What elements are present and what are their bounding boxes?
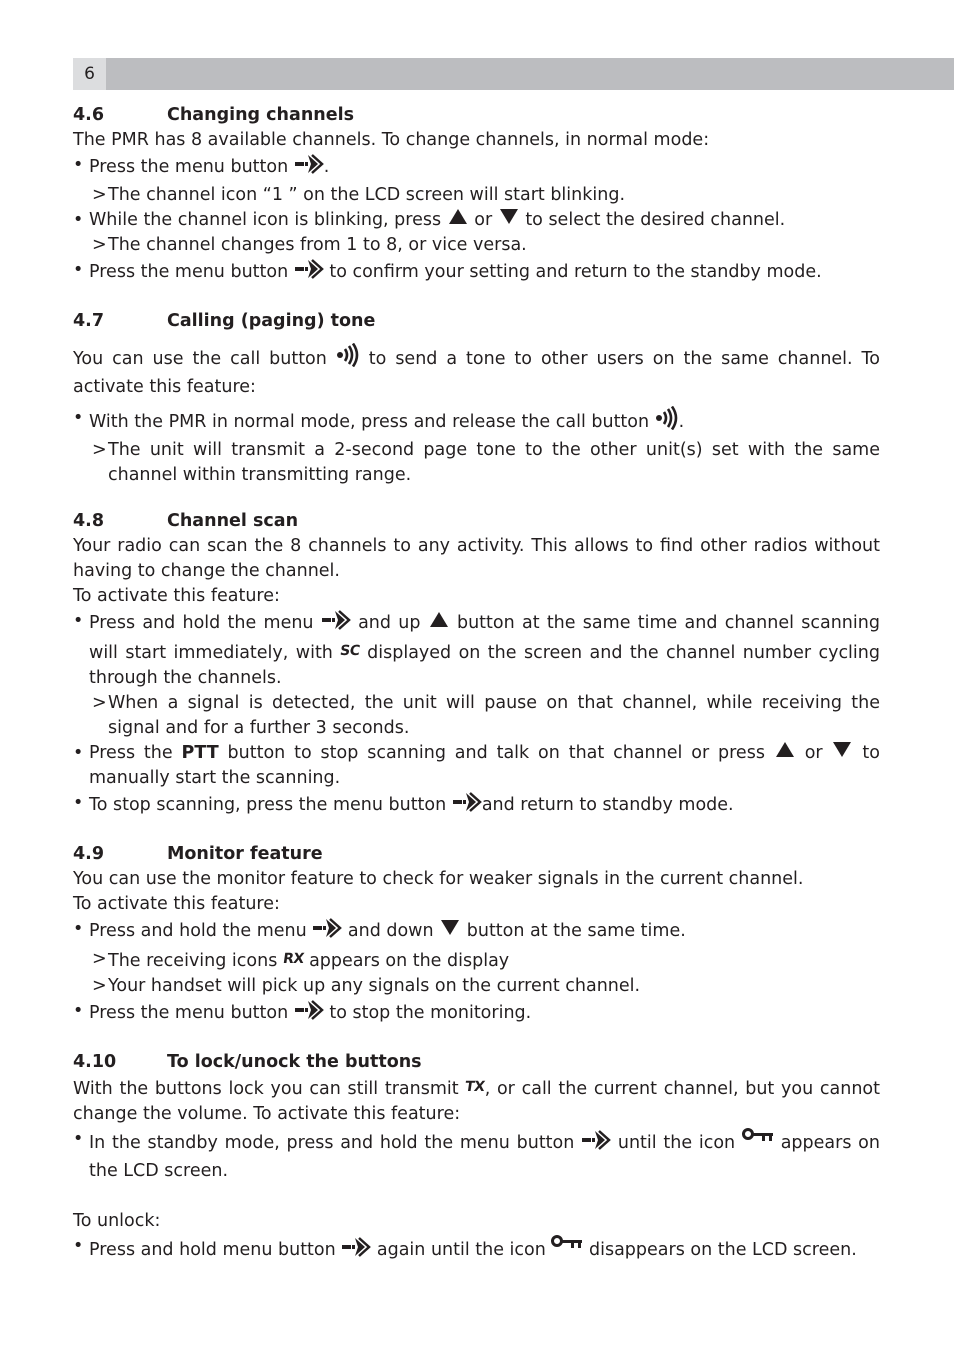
paragraph: Your radio can scan the 8 channels to any activity. This allows to find other radios without having to change the channel. — [73, 536, 880, 581]
paragraph: You can use the call button to send a tone to other users on the same channel. To activate this feature: — [73, 343, 880, 400]
result-item: > The receiving icons RX appears on the display — [92, 949, 510, 971]
section-title: Changing channels — [167, 105, 355, 125]
section-heading — [73, 509, 880, 534]
paragraph: To activate this feature: — [73, 586, 280, 606]
bullet-item: • Press the menu button to confirm your setting and return to the standby mode. — [73, 258, 880, 288]
key-lock-icon — [742, 1127, 774, 1152]
page-header-bar — [73, 58, 954, 90]
menu-arrow-icon — [294, 153, 324, 183]
menu-arrow-icon — [452, 791, 482, 821]
bullet-item: • With the PMR in normal mode, press and release the call button . — [73, 406, 880, 438]
section-4-9 — [73, 842, 880, 1029]
section-4-7 — [73, 309, 880, 488]
transmit-tx-icon: TX — [464, 1079, 486, 1095]
bullet-item: • Press the menu button . — [73, 153, 880, 183]
section-title: Monitor feature — [167, 844, 323, 864]
bullet-item: • Press and hold the menu and up button at the same time and channel scanning will start immediately, with SC displayed on the screen and the channel number cycling through the channels. — [73, 609, 880, 691]
section-4-6 — [73, 103, 880, 288]
ptt-label: PTT — [181, 743, 219, 763]
menu-arrow-icon — [341, 1236, 371, 1266]
result-item: > Your handset will pick up any signals on the current channel. — [92, 976, 641, 996]
section-number: 4.7 — [73, 311, 105, 331]
section-heading — [73, 1050, 880, 1075]
menu-arrow-icon — [581, 1129, 611, 1159]
section-number: 4.6 — [73, 105, 105, 125]
section-number: 4.8 — [73, 511, 105, 531]
bullet-item: • In the standby mode, press and hold the menu button until the icon appears on the LCD screen. — [73, 1127, 880, 1184]
triangle-up-icon — [449, 209, 467, 224]
triangle-down-icon — [500, 209, 518, 224]
menu-arrow-icon — [294, 999, 324, 1029]
bullet-item: • While the channel icon is blinking, press or to select the desired channel. — [73, 208, 880, 233]
bullet-item: • Press the PTT button to stop scanning and talk on that channel or press or to manually start the scanning. — [73, 741, 880, 791]
menu-arrow-icon — [312, 917, 342, 947]
section-4-8 — [73, 509, 880, 821]
section-title: To lock/unock the buttons — [167, 1052, 422, 1072]
section-title: Calling (paging) tone — [167, 311, 376, 331]
result-item: > The channel changes from 1 to 8, or vice versa. — [92, 235, 527, 255]
triangle-down-icon — [833, 742, 851, 757]
bullet-item: • Press and hold the menu and down button at the same time. — [73, 917, 880, 947]
section-heading — [73, 842, 880, 867]
triangle-up-icon — [776, 742, 794, 757]
paragraph: The PMR has 8 available channels. To change channels, in normal mode: — [73, 130, 710, 150]
result-item: > The unit will transmit a 2-second page tone to the other unit(s) set with the same channel within transmitting range. — [92, 440, 880, 485]
key-lock-icon — [551, 1234, 583, 1259]
page-number: 6 — [73, 58, 106, 90]
section-heading — [73, 103, 880, 128]
paragraph: To activate this feature: — [73, 894, 280, 914]
bullet-item: • Press the menu button to stop the monitoring. — [73, 999, 880, 1029]
paragraph: To unlock: — [73, 1211, 161, 1231]
paragraph: You can use the monitor feature to check for weaker signals in the current channel. — [73, 869, 804, 889]
triangle-down-icon — [441, 920, 459, 935]
result-item: > The channel icon “1 ” on the LCD screen will start blinking. — [92, 185, 626, 205]
bullet-item: • To stop scanning, press the menu button and return to standby mode. — [73, 791, 880, 821]
section-number: 4.9 — [73, 844, 105, 864]
menu-arrow-icon — [321, 609, 351, 639]
call-signal-icon — [655, 406, 679, 438]
call-signal-icon — [336, 343, 360, 375]
paragraph: With the buttons lock you can still transmit TX, or call the current channel, but you cannot change the volume. To activate this feature: — [73, 1075, 880, 1127]
menu-arrow-icon — [294, 258, 324, 288]
scan-sc-icon: SC — [339, 643, 361, 659]
section-heading — [73, 309, 880, 334]
section-number: 4.10 — [73, 1052, 117, 1072]
section-4-10 — [73, 1050, 880, 1266]
bullet-item: • Press and hold menu button again until the icon disappears on the LCD screen. — [73, 1234, 880, 1266]
receive-rx-icon: RX — [281, 951, 305, 967]
section-title: Channel scan — [167, 511, 299, 531]
result-item: > When a signal is detected, the unit will pause on that channel, while receiving the signal and for a further 3 seconds. — [92, 693, 880, 738]
triangle-up-icon — [430, 612, 448, 627]
page-content — [73, 103, 880, 1266]
